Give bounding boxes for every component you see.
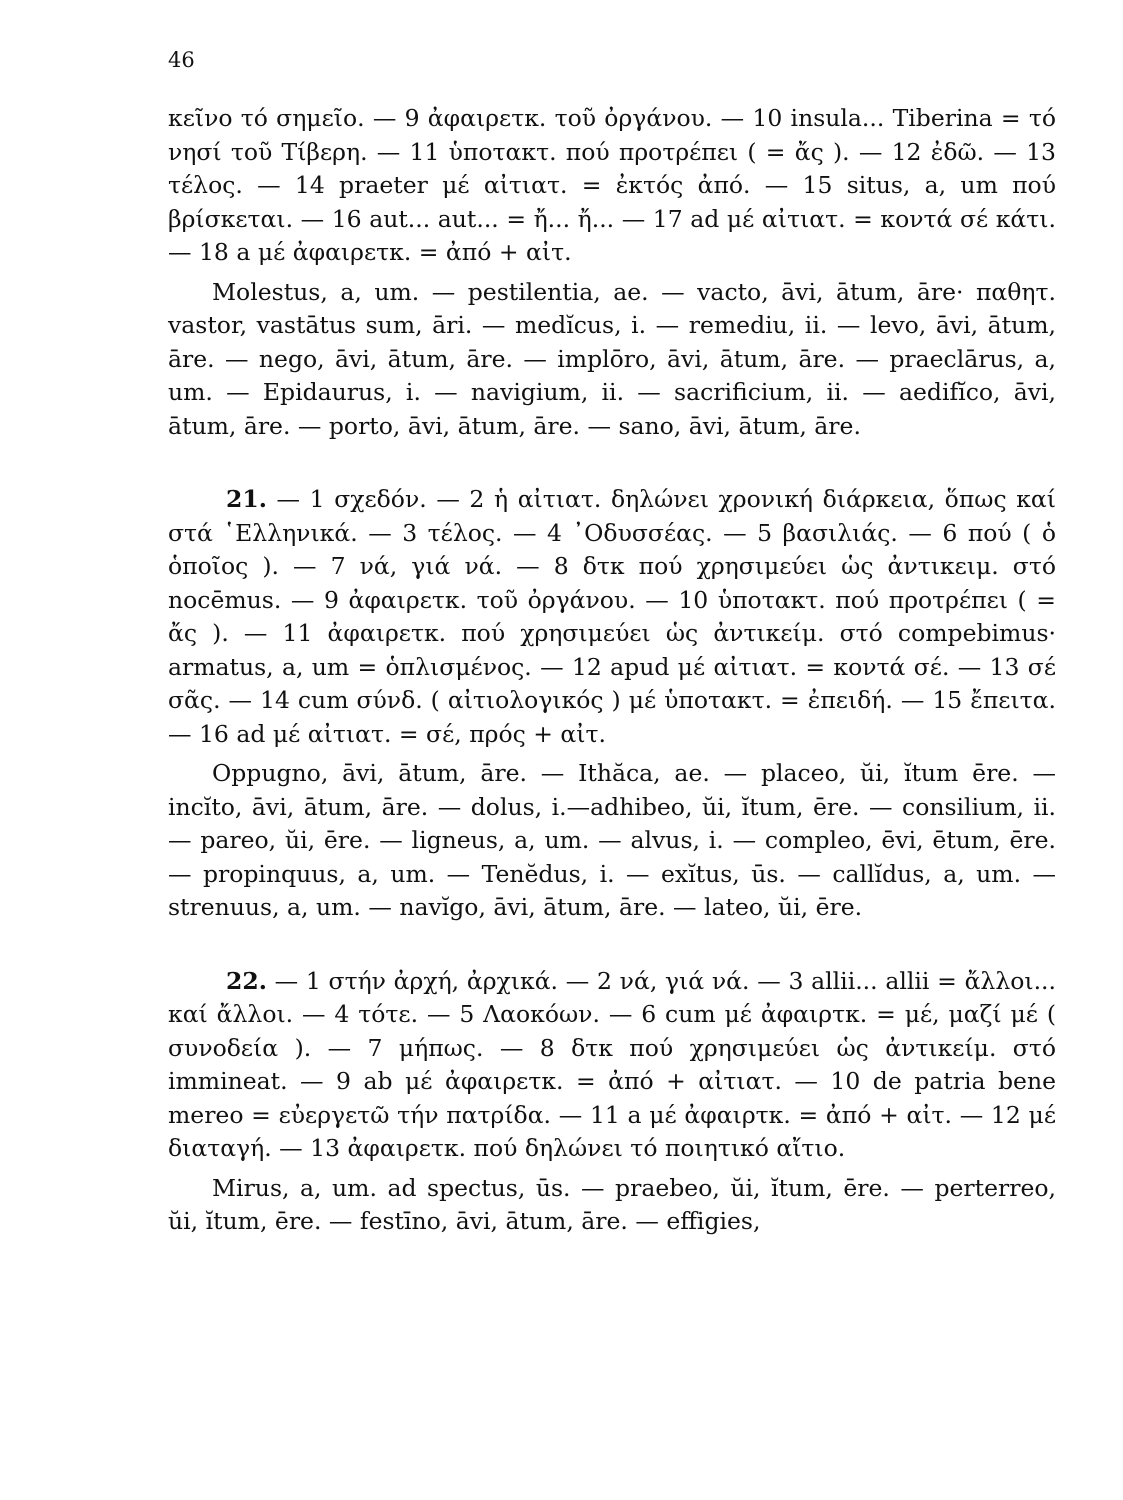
section-number: 21. [226, 485, 267, 513]
vocabulary-paragraph: Molestus, a, um. — pestilentia, ae. — vacto, āvi, ātum, āre· παθητ. vastor, vastātus sum, āri. — medĭcus, i. — remediu, ii. — levo, āvi, ātum, āre. — nego, āvi, ātum, āre. — implōro, āvi, ātum, āre. — praeclārus, a, um. — Epidaurus, i. — navigium, ii. — sacrificium, ii. — aedifĭco, āvi, ātum, āre. — porto, āvi, ātum, āre. — sano, āvi, ātum, āre. [168, 277, 1056, 440]
page-number: 46 [168, 48, 195, 72]
section-number: 22. [226, 966, 267, 995]
vocabulary-paragraph: Oppugno, āvi, ātum, āre. — Ithăca, ae. — placeo, ŭi, ĭtum ēre. — incĭto, āvi, ātum, āre. — dolus, i.—adhibeo, ŭi, ĭtum, ēre. — consilium, ii. — pareo, ŭi, ēre. — ligneus, a, um. — alvus, i. — compleo, ēvi, ētum, ēre. — propinquus, a, um. — Tenĕdus, i. — exĭtus, ūs. — callĭdus, a, um. — strenuus, a, um. — navĭgo, āvi, ātum, āre. — lateo, ŭi, ēre. [168, 759, 1056, 921]
notes-continued-paragraph: κεῖνο τό σημεῖο. — 9 ἀφαιρετκ. τοῦ ὀργάνου. — 10 insula... Tiberina = τό νησί τοῦ Τίβερη. — 11 ὑποτακτ. πού προτρέπει ( = ἄς ). — 12 ἐδῶ. — 13 τέλος. — 14 praeter μέ αἰτιατ. = ἐκτός ἀπό. — 15 situs, a, um πού βρίσκεται. — 16 aut... aut... = ἤ... ἤ... — 17 ad μέ αἰτιατ. = κοντά σέ κάτι. — 18 a μέ ἀφαιρετκ. = ἀπό + αἰτ. [168, 104, 1056, 266]
vocabulary-paragraph: Mirus, a, um. ad spectus, ūs. — praebeo, ŭi, ĭtum, ēre. — perterreo, ŭi, ĭtum, ēre. — festīno, āvi, ātum, āre. — effigies, [168, 1173, 1056, 1235]
page-body [168, 102, 1056, 1239]
section-notes-text: — 1 στήν ἀρχή, ἀρχικά. — 2 νά, γιά νά. — 3 allii... allii = ἄλλοι... καί ἄλλοι. — 4 τότε. — 5 Λαοκόων. — 6 cum μέ ἀφαιρτκ. = μέ, μαζί μέ ( συνοδεία ). — 7 μήπως. — 8 δτκ πού χρησιμεύει ὡς ἀντικείμ. στό immineat. — 9 ab μέ ἀφαιρετκ. = ἀπό + αἰτιατ. — 10 de patria bene mereo = εὐεργετῶ τήν πατρίδα. — 11 a μέ ἀφαιρτκ. = ἀπό + αἰτ. — 12 μέ διαταγή. — 13 ἀφαιρετκ. πού δηλώνει τό ποιητικό αἴτιο. [168, 966, 1056, 1162]
section-notes-text: — 1 σχεδόν. — 2 ἡ αἰτιατ. δηλώνει χρονική διάρκεια, ὅπως καί στά ῾Ελληνικά. — 3 τέλος. — 4 ᾿Οδυσσέας. — 5 βασιλιάς. — 6 πού ( ὁ ὁποῖος ). — 7 νά, γιά νά. — 8 δτκ πού χρησιμεύει ὡς ἀντικειμ. στό nocēmus. — 9 ἀφαιρετκ. τοῦ ὀργάνου. — 10 ὑποτακτ. πού προτρέπει ( = ἄς ). — 11 ἀφαιρετκ. πού χρησιμεύει ὡς ἀντικείμ. στό compebimus· armatus, a, um = ὁπλισμένος. — 12 apud μέ αἰτιατ. = κοντά σέ. — 13 σέ σᾶς. — 14 cum σύνδ. ( αἰτιολογικός ) μέ ὑποτακτ. = ἐπειδή. — 15 ἔπειτα. — 16 ad μέ αἰτιατ. = σέ, πρός + αἰτ. [168, 485, 1056, 748]
section-22-notes [168, 965, 1056, 1166]
section-21-notes [168, 483, 1056, 751]
